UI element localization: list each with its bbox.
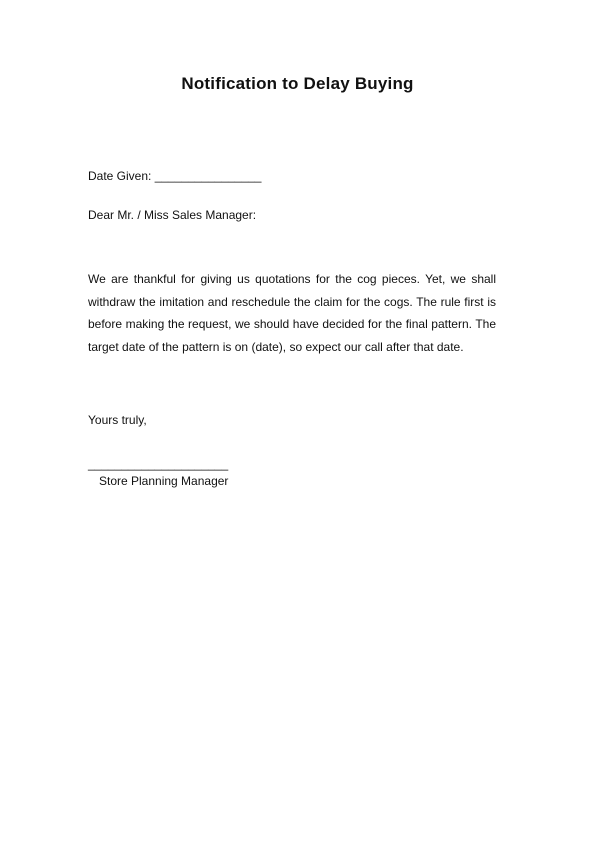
letter-body xyxy=(88,268,496,358)
closing: Yours truly, xyxy=(88,413,147,427)
signer-title: Store Planning Manager xyxy=(99,474,229,488)
salutation: Dear Mr. / Miss Sales Manager: xyxy=(88,208,257,222)
date-given-line: Date Given: ________________ xyxy=(88,169,262,183)
document-title: Notification to Delay Buying xyxy=(181,74,414,93)
body-paragraph: We are thankful for giving us quotations for the cog pieces. Yet, we shall withdraw the imitation and reschedule the claim for the cogs. The rule first is before making the request, we should have decided for the final pattern. The target date of the pattern is on (date), so expect our call after that date. xyxy=(88,272,496,354)
signature-line: _____________________ xyxy=(88,457,229,471)
